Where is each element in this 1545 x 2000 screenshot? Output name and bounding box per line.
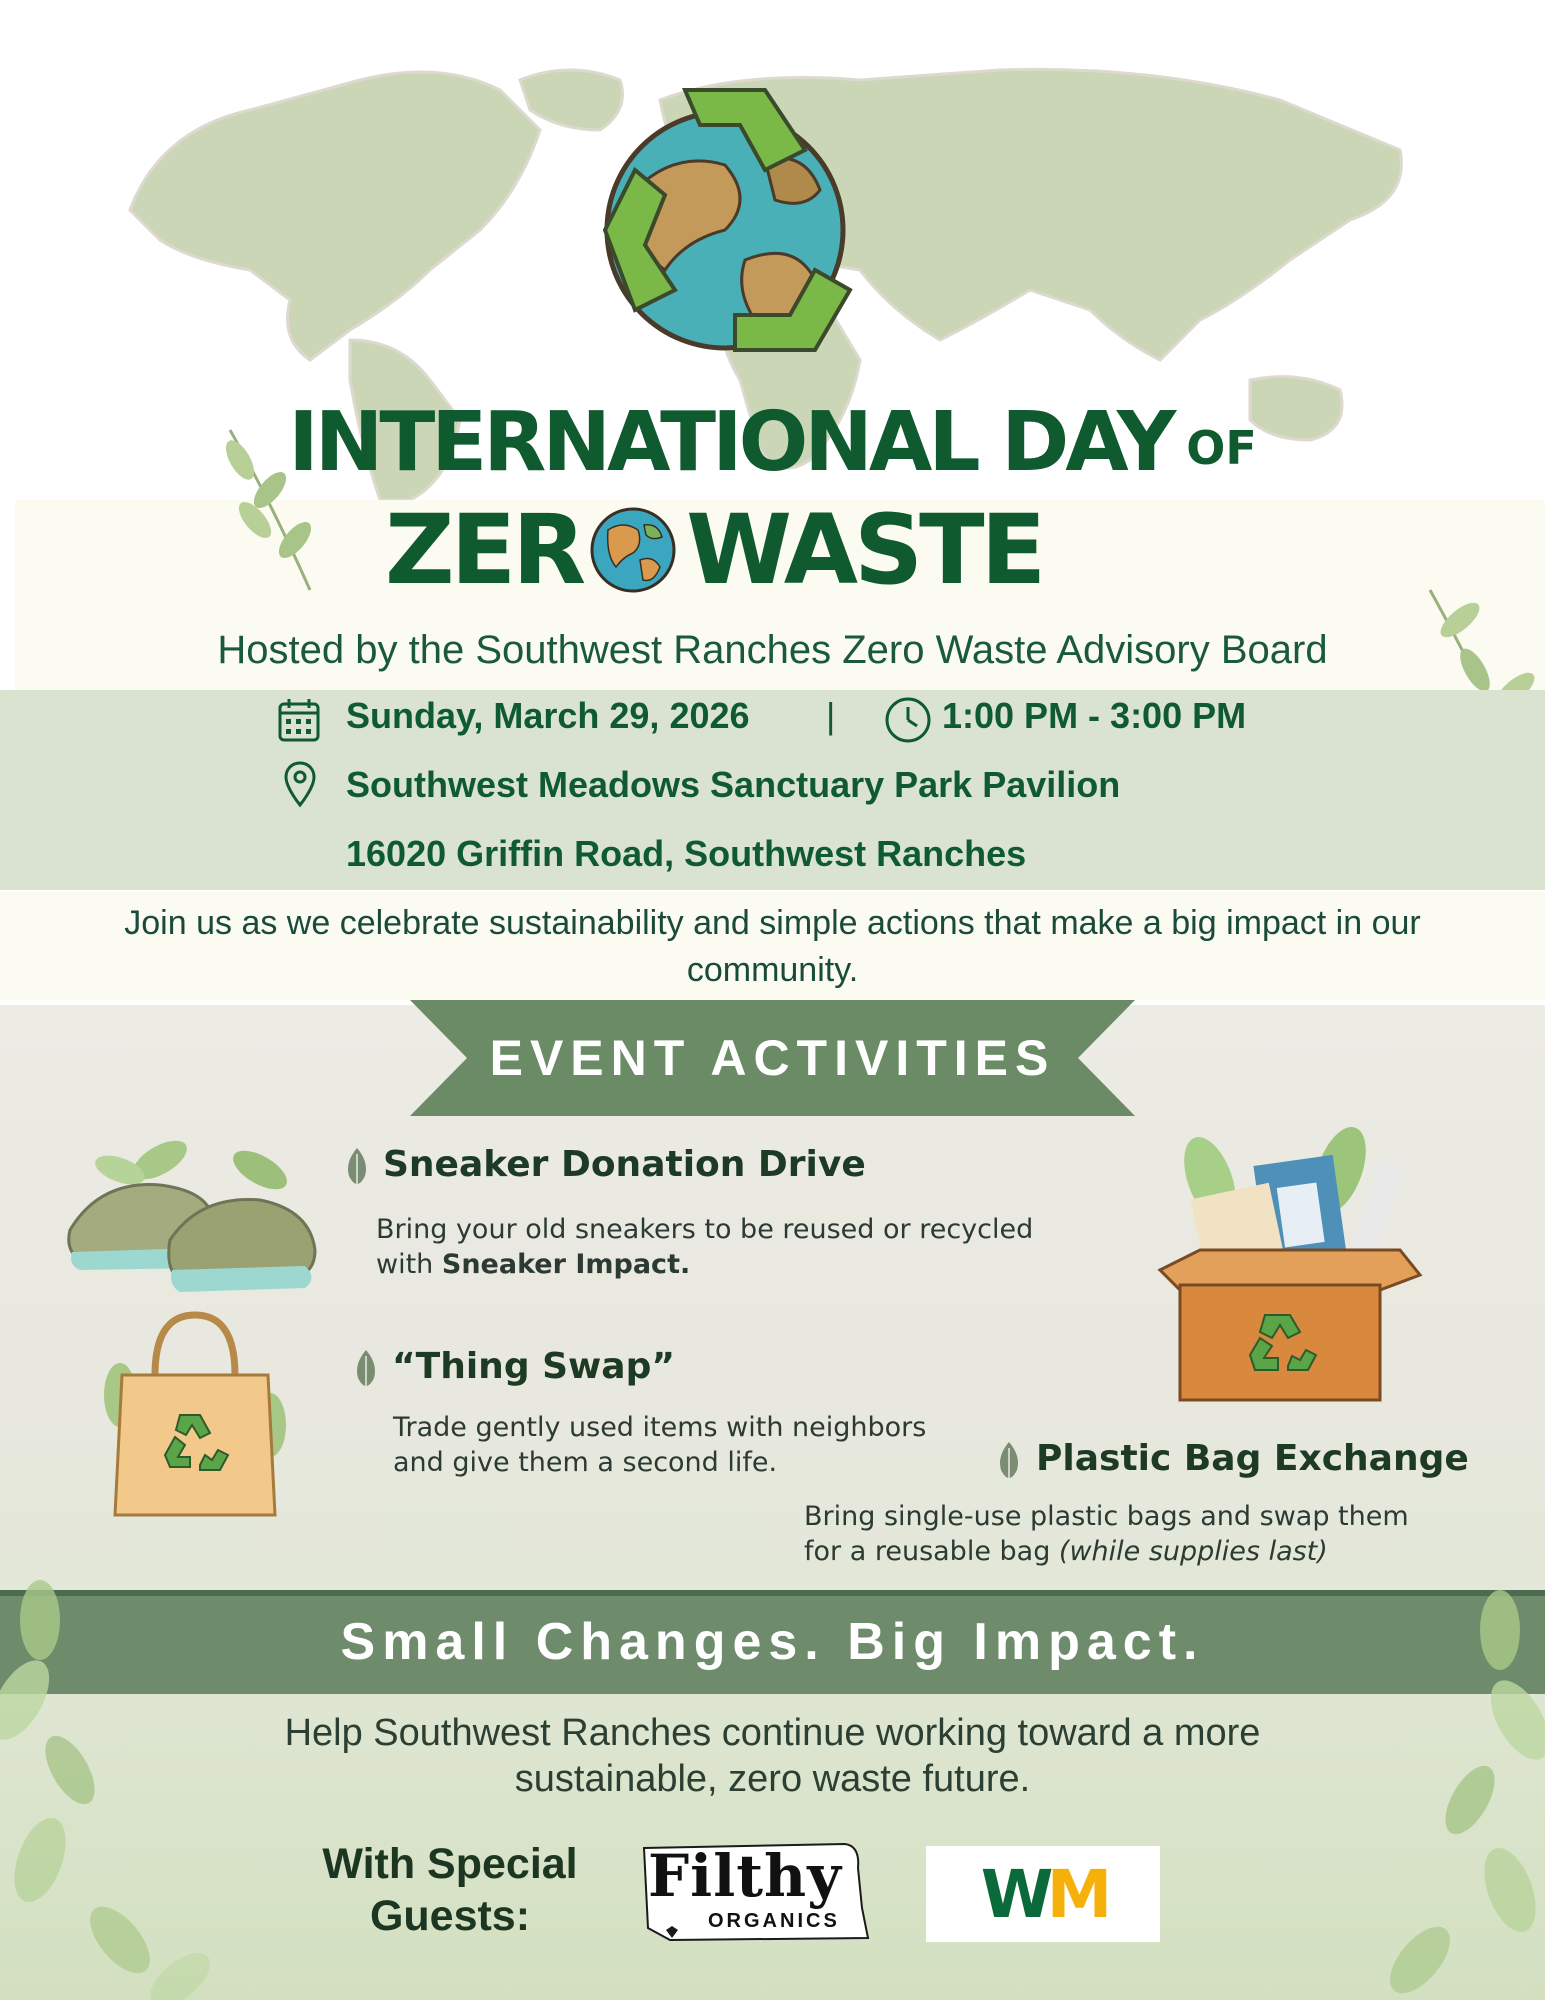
sponsor-filthy-subtitle: ORGANICS: [708, 1910, 840, 1932]
activity-title: Plastic Bag Exchange: [1036, 1438, 1469, 1479]
event-time: 1:00 PM - 3:00 PM: [942, 695, 1247, 736]
event-date: Sunday, March 29, 2026: [346, 695, 750, 736]
tagline-text: Small Changes. Big Impact.: [340, 1613, 1205, 1671]
hosted-by-text: Hosted by the Southwest Ranches Zero Waste Advisory Board: [217, 628, 1328, 672]
title-zer: ZER: [385, 494, 583, 606]
sponsor-wm-logo-text: W M: [980, 1855, 1106, 1933]
date-time-separator: |: [826, 695, 836, 736]
globe-icon: [588, 505, 678, 595]
activity-description: Bring your old sneakers to be reused or recycled with Sneaker Impact.: [376, 1214, 1034, 1280]
sneaker-icon: [60, 1110, 320, 1295]
activity-title: Sneaker Donation Drive: [383, 1144, 866, 1185]
sponsor-filthy-name: Filthy: [648, 1842, 842, 1910]
activity-description: Trade gently used items with neighbors and give them a second life.: [393, 1412, 927, 1478]
event-title-line2: [385, 494, 1043, 606]
recycle-earth-icon: [565, 70, 885, 380]
title-waste: WASTE: [686, 494, 1043, 606]
closing-text: Help Southwest Ranches continue working toward a more sustainable, zero waste future.: [284, 1712, 1261, 1800]
clock-icon: [884, 696, 932, 744]
tote-bag-icon: [100, 1305, 290, 1520]
intro-text: Join us as we celebrate sustainability and simple actions that make a big impact in our community.: [124, 904, 1421, 989]
leaf-icon: [343, 1146, 371, 1186]
leaf-icon: [995, 1440, 1023, 1480]
event-venue: Southwest Meadows Sanctuary Park Pavilion: [346, 764, 1121, 805]
special-guests-label: With Special Guests:: [322, 1840, 578, 1940]
event-title-line1: INTERNATIONAL DAY OF: [288, 395, 1257, 490]
recycling-box-icon: [1140, 1110, 1430, 1410]
leaf-icon: [352, 1348, 380, 1388]
activities-heading: EVENT ACTIVITIES: [489, 1030, 1056, 1086]
calendar-icon: [277, 697, 321, 743]
title-of: OF: [1186, 421, 1257, 475]
map-pin-icon: [283, 760, 317, 808]
event-address: 16020 Griffin Road, Southwest Ranches: [346, 833, 1027, 874]
activity-description: Bring single-use plastic bags and swap them for a reusable bag (while supplies last): [804, 1501, 1409, 1567]
activity-title: “Thing Swap”: [392, 1346, 676, 1387]
